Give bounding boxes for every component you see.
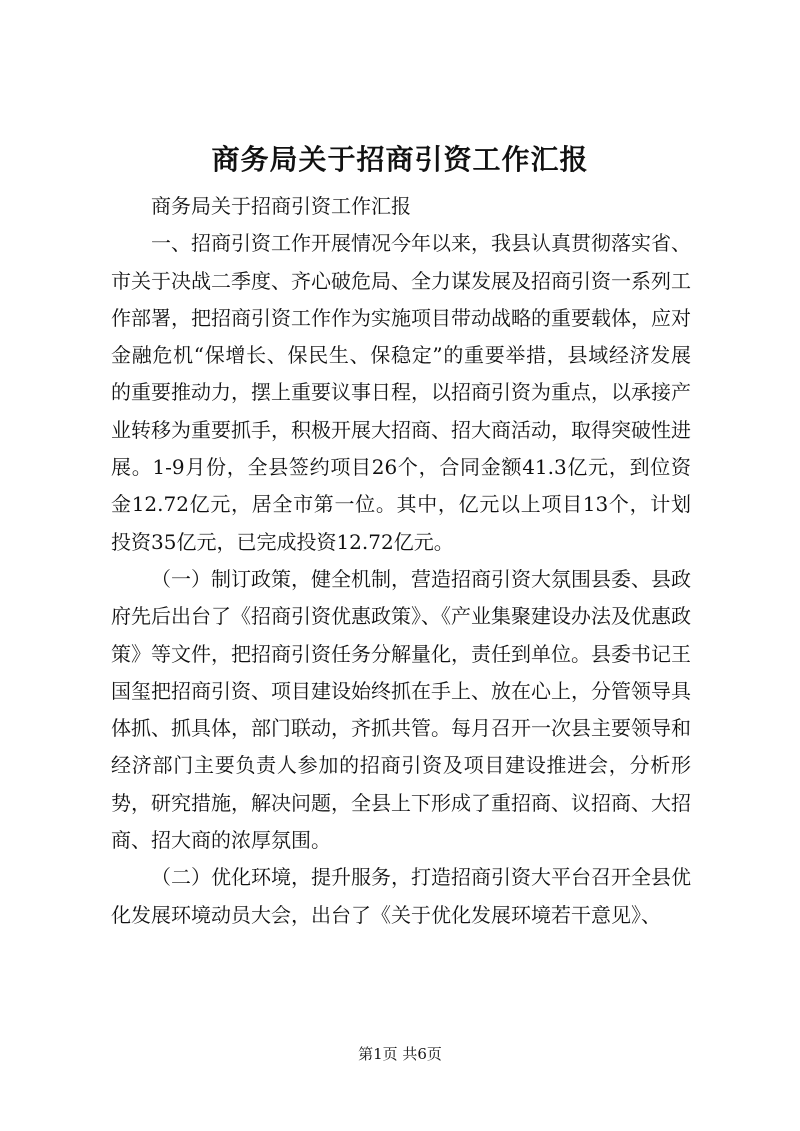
document-body (111, 188, 691, 934)
paragraph-section-1: （一）制订政策，健全机制，营造招商引资大氛围县委、县政府先后出台了《招商引资优惠政策》、《产业集聚建设办法及优惠政策》等文件，把招商引资任务分解量化，责任到单位。县委书记王国玺把招商引资、项目建设始终抓在手上、放在心上，分管领导具体抓、抓具体，部门联动，齐抓共管。每月召开一次县主要领导和经济部门主要负责人参加的招商引资及项目建设推进会，分析形势，研究措施，解决问题，全县上下形成了重招商、议招商、大招商、招大商的浓厚氛围。 (111, 566, 691, 853)
document-title: 商务局关于招商引资工作汇报 (211, 143, 589, 176)
paragraph-overview: 一、招商引资工作开展情况今年以来，我县认真贯彻落实省、市关于决战二季度、齐心破危局、全力谋发展及招商引资一系列工作部署，把招商引资工作作为实施项目带动战略的重要载体，应对金融危机“保增长、保民生、保稳定”的重要举措，县域经济发展的重要推动力，摆上重要议事日程，以招商引资为重点，以承接产业转移为重要抓手，积极开展大招商、招大商活动，取得突破性进展。1-9月份，全县签约项目26个，合同金额41.3亿元，到位资金12.72亿元，居全市第一位。其中，亿元以上项目13个，计划投资35亿元，已完成投资12.72亿元。 (111, 231, 691, 554)
paragraph-subtitle: 商务局关于招商引资工作汇报 (151, 194, 411, 218)
page-number-footer: 第1页 共6页 (358, 1045, 442, 1063)
paragraph-section-2: （二）优化环境，提升服务，打造招商引资大平台召开全县优化发展环境动员大会，出台了《关于优化发展环境若干意见》、 (111, 865, 691, 927)
